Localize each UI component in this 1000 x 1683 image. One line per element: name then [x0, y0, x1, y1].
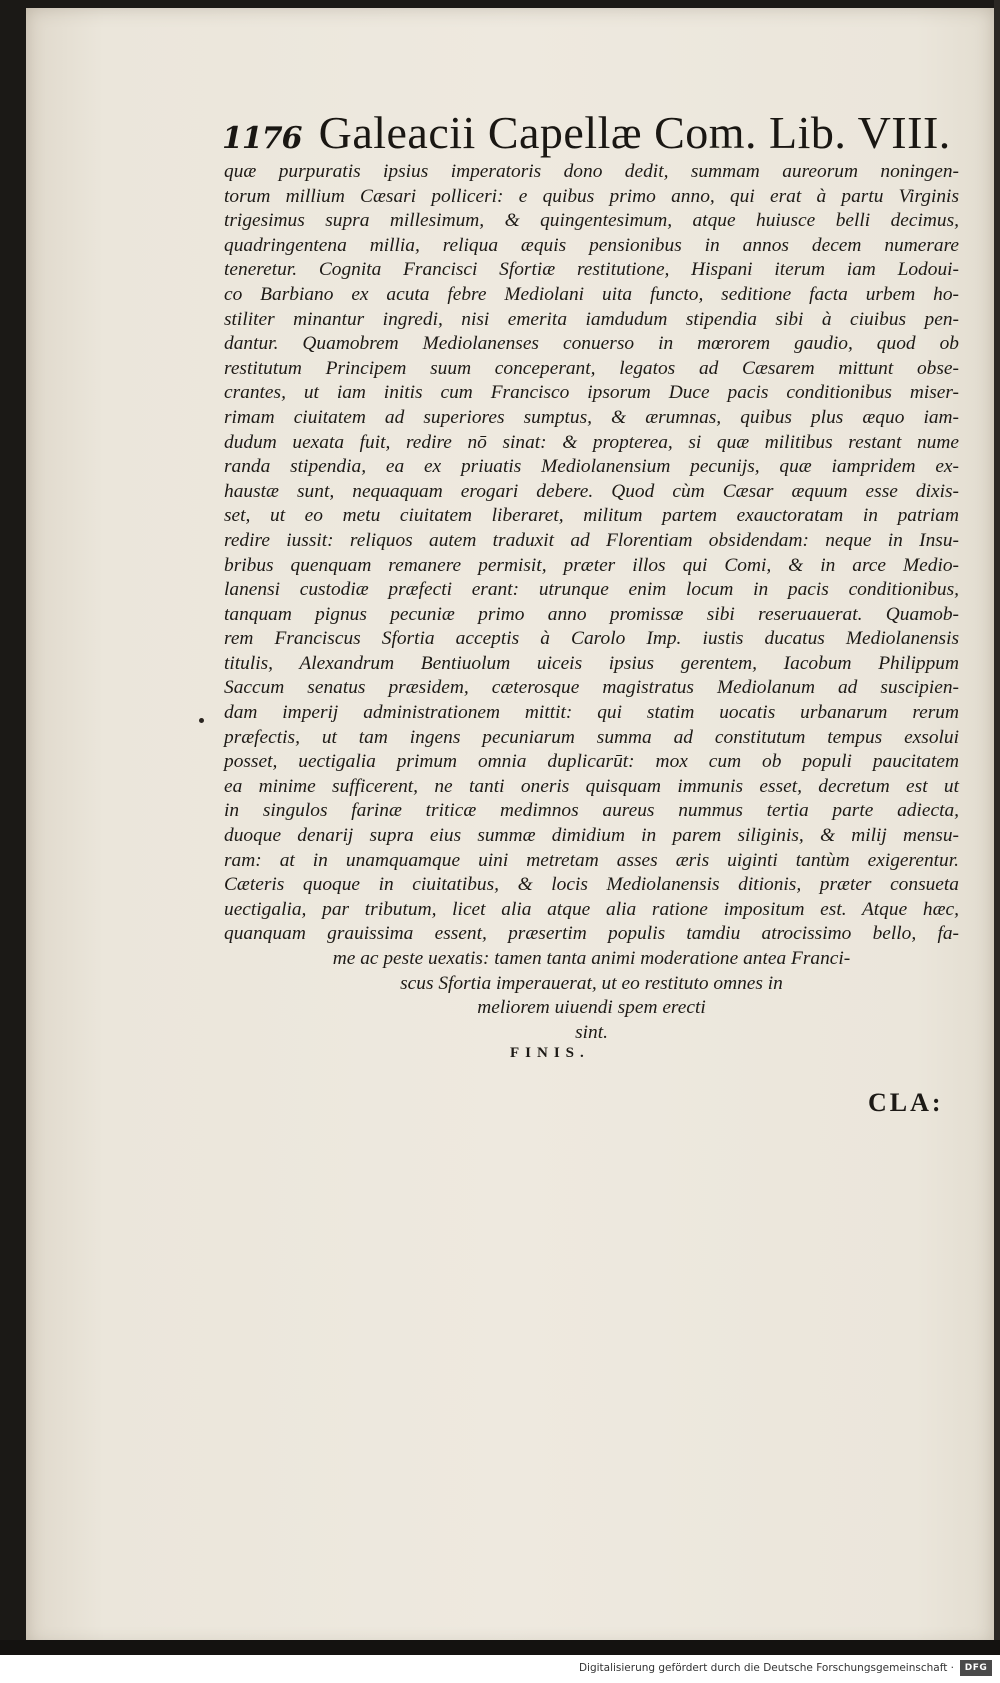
text-line: rimam ciuitatem ad superiores sumptus, & ærumnas, quibus plus æquo iam-: [224, 406, 959, 428]
running-title: Galeacii Capellæ Com. Lib. VIII.: [318, 107, 951, 158]
finis-mark: FINIS.: [510, 1045, 590, 1061]
digitization-footer: [0, 1655, 1000, 1683]
text-line: co Barbiano ex acuta febre Mediolani uita functo, seditione facta urbem ho-: [224, 283, 959, 305]
body-text: [224, 160, 959, 1045]
text-line: uectigalia, par tributum, licet alia atque alia ratione impositum est. Atque hæc,: [224, 898, 959, 920]
text-line: randa stipendia, ea ex priuatis Mediolanensium pecunijs, quæ iampridem ex-: [224, 456, 959, 478]
text-line: trigesimus supra millesimum, & quingentesimum, atque huiusce belli decimus,: [224, 210, 959, 232]
text-line: teneretur. Cognita Francisci Sfortiæ restitutione, Hispani iterum iam Lodoui-: [224, 259, 959, 281]
footer-credit: Digitalisierung gefördert durch die Deutsche Forschungsgemeinschaft ·: [578, 1662, 954, 1674]
text-line: Saccum senatus præsidem, cæterosque magistratus Mediolanum ad suscipien-: [224, 677, 959, 699]
text-line: ea minime sufficerent, ne tanti oneris quisquam immunis esset, decretum est ut: [224, 775, 959, 797]
text-line: quanquam grauissima essent, præsertim populis tamdiu atrocissimo bello, fa-: [224, 923, 959, 945]
text-line-centered: scus Sfortia imperauerat, ut eo restituto omnes in: [400, 972, 783, 994]
text-line-centered: me ac peste uexatis: tamen tanta animi moderatione antea Franci-: [332, 948, 851, 969]
text-line-centered: sint.: [575, 1021, 608, 1043]
dfg-logo-icon: DFG: [960, 1660, 992, 1676]
page-edge-bottom: [0, 1640, 1000, 1655]
text-line: redire iussit: reliquos autem traduxit ad Florentiam obsidendam: neque in Insu-: [224, 529, 959, 551]
page-number: 1176: [222, 121, 302, 156]
text-line: dudum uexata fuit, redire nō sinat: & propterea, si quæ militibus restant nume: [224, 431, 959, 453]
text-line: quadringentena millia, reliqua æquis pensionibus in annos decem numerare: [224, 234, 959, 256]
margin-mark: [199, 718, 204, 723]
text-line: præfectis, ut tam ingens pecuniarum summa ad constitutum tempus exsolui: [224, 726, 959, 748]
text-line: duoque denarij supra eius summæ dimidium in parem siliginis, & milij mensu-: [224, 825, 959, 847]
text-line: haustæ sunt, nequaquam erogari debere. Quod cùm Cæsar æquum esse dixis-: [224, 480, 959, 502]
text-line: bribus quenquam remanere permisit, præter illos qui Comi, & in arce Medio-: [224, 554, 959, 576]
running-header: [222, 106, 951, 162]
text-line: titulis, Alexandrum Bentiuolum uiceis ipsius gerentem, Iacobum Philippum: [224, 652, 959, 674]
text-line: posset, uectigalia primum omnia duplicarūt: mox cum ob populi paucitatem: [224, 751, 959, 773]
text-line: stiliter minantur ingredi, nisi emerita iamdudum stipendia sibi à ciuibus pen-: [224, 308, 959, 330]
text-line: tanquam pignus pecuniæ primo anno promissæ sibi reseruauerat. Quamob-: [224, 603, 959, 625]
text-line: set, ut eo metu ciuitatem liberaret, militum partem exauctoratam in patriam: [224, 505, 959, 527]
text-line: lanensi custodiæ præfecti erant: utrunque enim locum in pacis conditionibus,: [224, 579, 959, 601]
text-line: in singulos farinæ triticæ medimnos aureus nummus tertia parte adiecta,: [224, 800, 959, 822]
catchword: CLA:: [868, 1088, 944, 1117]
text-line: rem Franciscus Sfortia acceptis à Carolo Imp. iustis ducatus Mediolanensis: [224, 628, 959, 650]
text-line: Cæteris quoque in ciuitatibus, & locis Mediolanensis ditionis, præter consueta: [224, 874, 959, 896]
text-line: torum millium Cæsari polliceri: e quibus primo anno, qui erat à partu Virginis: [224, 185, 959, 207]
page-edge-right: [994, 0, 1000, 1655]
text-line: crantes, ut iam initis cum Francisco ipsorum Duce pacis conditionibus miser-: [224, 382, 959, 404]
text-line: quæ purpuratis ipsius imperatoris dono dedit, summam aureorum noningen-: [224, 161, 959, 182]
text-line: dam imperij administrationem mittit: qui statim uocatis urbanarum rerum: [224, 702, 959, 724]
text-line: ram: at in unamquamque uini metretam asses æris uiginti tantùm exigerentur.: [224, 849, 959, 871]
text-line: dantur. Quamobrem Mediolanenses conuerso in mœrorem gaudio, quod ob: [224, 333, 959, 355]
text-line-centered: meliorem uiuendi spem erecti: [477, 997, 706, 1019]
text-line: restitutum Principem suum conceperant, legatos ad Cæsarem mittunt obse-: [224, 357, 959, 379]
